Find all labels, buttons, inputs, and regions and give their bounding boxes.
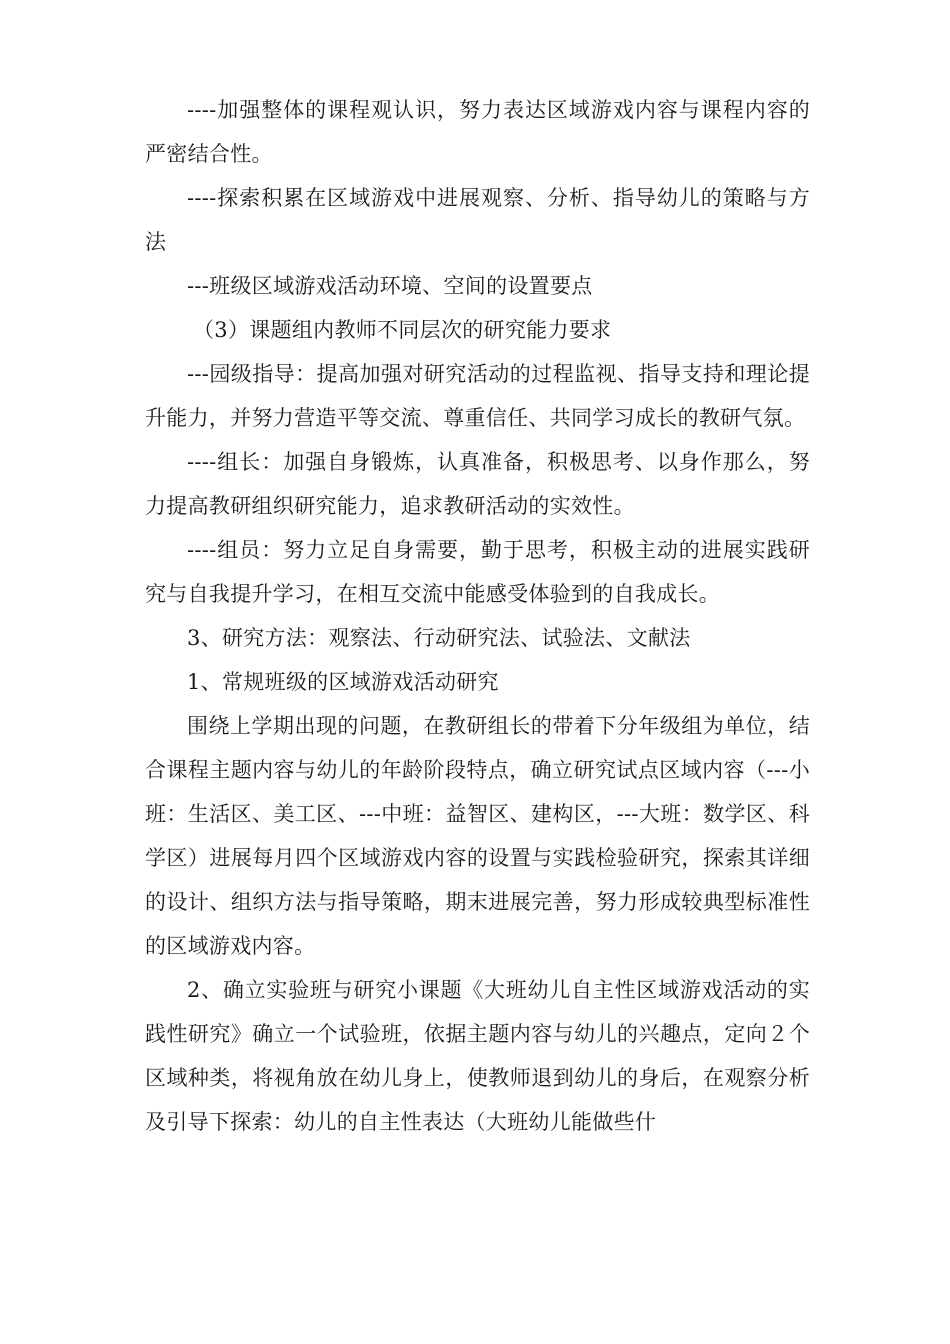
- paragraph-regular-class-body: 围绕上学期出现的问题，在教研组长的带着下分年级组为单位，结合课程主题内容与幼儿的年龄阶段特点，确立研究试点区域内容（---小班：生活区、美工区、---中班：益智区、建构区，---大班：数学区、科学区）进展每月四个区域游戏内容的设置与实践检验研究，探索其详细的设计、组织方法与指导策略，期末进展完善，努力形成较典型标准性的区域游戏内容。: [145, 714, 810, 958]
- paragraph-observation-strategy: ----探索积累在区域游戏中进展观察、分析、指导幼儿的策略与方法: [145, 186, 810, 254]
- paragraph-kindergarten-guidance: ---园级指导：提高加强对研究活动的过程监视、指导支持和理论提升能力，并努力营造平等交流、尊重信任、共同学习成长的教研气氛。: [145, 362, 810, 430]
- document-body: [145, 88, 810, 1144]
- paragraph-curriculum-view: ----加强整体的课程观认识，努力表达区域游戏内容与课程内容的严密结合性。: [145, 98, 810, 166]
- paragraph-group-leader: ----组长：加强自身锻炼，认真准备，积极思考、以身作那么，努力提高教研组织研究能力，追求教研活动的实效性。: [145, 450, 810, 518]
- paragraph-research-methods: 3、研究方法：观察法、行动研究法、试验法、文献法: [187, 626, 691, 650]
- paragraph-section-heading-3: （3）课题组内教师不同层次的研究能力要求: [193, 318, 612, 342]
- paragraph-environment-setup: ---班级区域游戏活动环境、空间的设置要点: [187, 274, 593, 298]
- paragraph-regular-class-heading: 1、常规班级的区域游戏活动研究: [187, 670, 499, 694]
- paragraph-experimental-class: 2、确立实验班与研究小课题《大班幼儿自主性区域游戏活动的实践性研究》确立一个试验班，依据主题内容与幼儿的兴趣点，定向２个区域种类，将视角放在幼儿身上，使教师退到幼儿的身后，在观察分析及引导下探索：幼儿的自主性表达（大班幼儿能做些什: [145, 978, 810, 1134]
- paragraph-group-member: ----组员：努力立足自身需要，勤于思考，积极主动的进展实践研究与自我提升学习，在相互交流中能感受体验到的自我成长。: [145, 538, 810, 606]
